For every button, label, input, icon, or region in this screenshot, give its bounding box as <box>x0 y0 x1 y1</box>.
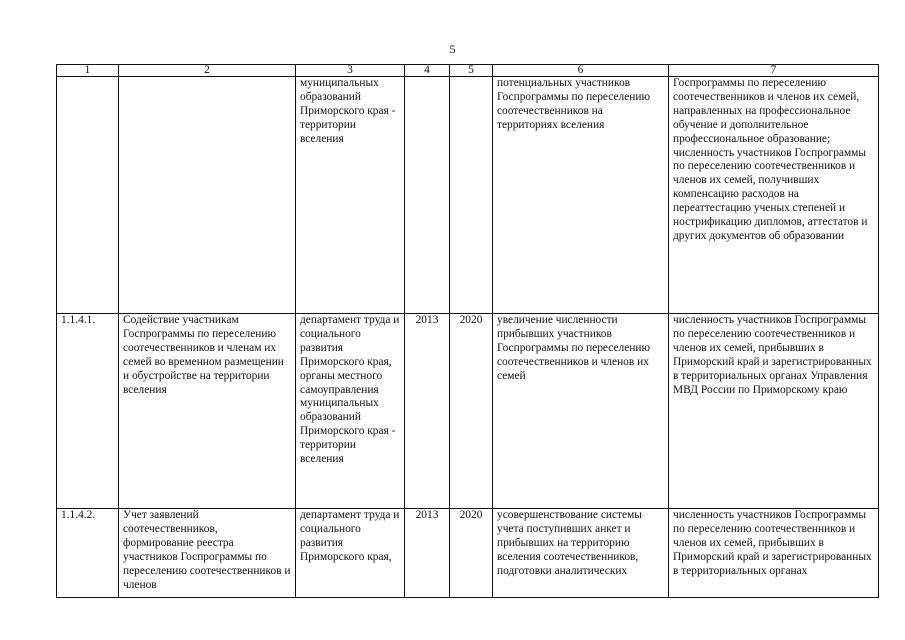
cell-number: 1.1.4.2. <box>61 509 96 521</box>
cell-expected-result: увеличение численности прибывших участников Госпрограммы по переселению соотечественников и членов их семей <box>493 314 669 509</box>
cell-executor: департамент труда и социального развития Приморского края, <box>300 509 400 563</box>
cell-measure-name: Учет заявлений соотечественников, формирование реестра участников Госпрограммы по переселению соотечественников и членов <box>123 509 291 591</box>
cell-end-year: 2020 <box>459 509 483 521</box>
cell-start-year: 2013 <box>405 314 450 509</box>
cell-number <box>57 77 119 314</box>
cell-end-year <box>450 77 493 314</box>
column-header: 4 <box>405 65 450 77</box>
cell-end-year: 2020 <box>450 314 493 509</box>
cell-start-year: 2013 <box>415 509 439 521</box>
cell-indicator: Госпрограммы по переселению соотечественников и членов их семей, направленных на профессиональное обучение и дополнительное профессиональное образование; численность участников Госпрограммы по переселению соотечественников и членов их семей, получивших компенсацию расходов на переаттестацию ученых степеней и нострификацию дипломов, аттестатов и других документов об образовании <box>669 77 879 314</box>
table-row <box>57 314 879 509</box>
cell-measure-name: Содействие участникам Госпрограммы по переселению соотечественников и членам их семей во временном размещении и обустройстве на территории вселения <box>119 314 296 509</box>
cell-executor: департамент труда и социального развития Приморского края, органы местного самоуправления муниципальных образований Приморского края - территории вселения <box>296 314 405 509</box>
cell-expected-result: усовершенствование системы учета поступивших анкет и прибывших на территорию вселения соотечественников, подготовки аналитических <box>497 509 642 577</box>
cell-number: 1.1.4.1. <box>57 314 119 509</box>
column-header: 7 <box>669 65 879 77</box>
cell-start-year <box>405 77 450 314</box>
measures-table <box>56 64 879 598</box>
cell-executor: муниципальных образований Приморского края - территории вселения <box>296 77 405 314</box>
column-header: 6 <box>493 65 669 77</box>
page-number: 5 <box>449 42 456 56</box>
table-row <box>57 509 879 598</box>
column-header: 1 <box>57 65 119 77</box>
cell-indicator: численность участников Госпрограммы по переселению соотечественников и членов их семей, прибывших в Приморский край и зарегистрированных в территориальных органах Управления МВД России по Приморскому краю <box>669 314 879 509</box>
cell-expected-result: потенциальных участников Госпрограммы по переселению соотечественников на территориях вселения <box>493 77 669 314</box>
cell-measure-name <box>119 77 296 314</box>
table-row <box>57 77 879 314</box>
column-header: 5 <box>450 65 493 77</box>
cell-indicator: численность участников Госпрограммы по переселению соотечественников и членов их семей, прибывших в Приморский край и зарегистрированных в территориальных органах <box>673 509 872 577</box>
column-header: 3 <box>296 65 405 77</box>
header-row <box>57 65 879 77</box>
column-header: 2 <box>119 65 296 77</box>
